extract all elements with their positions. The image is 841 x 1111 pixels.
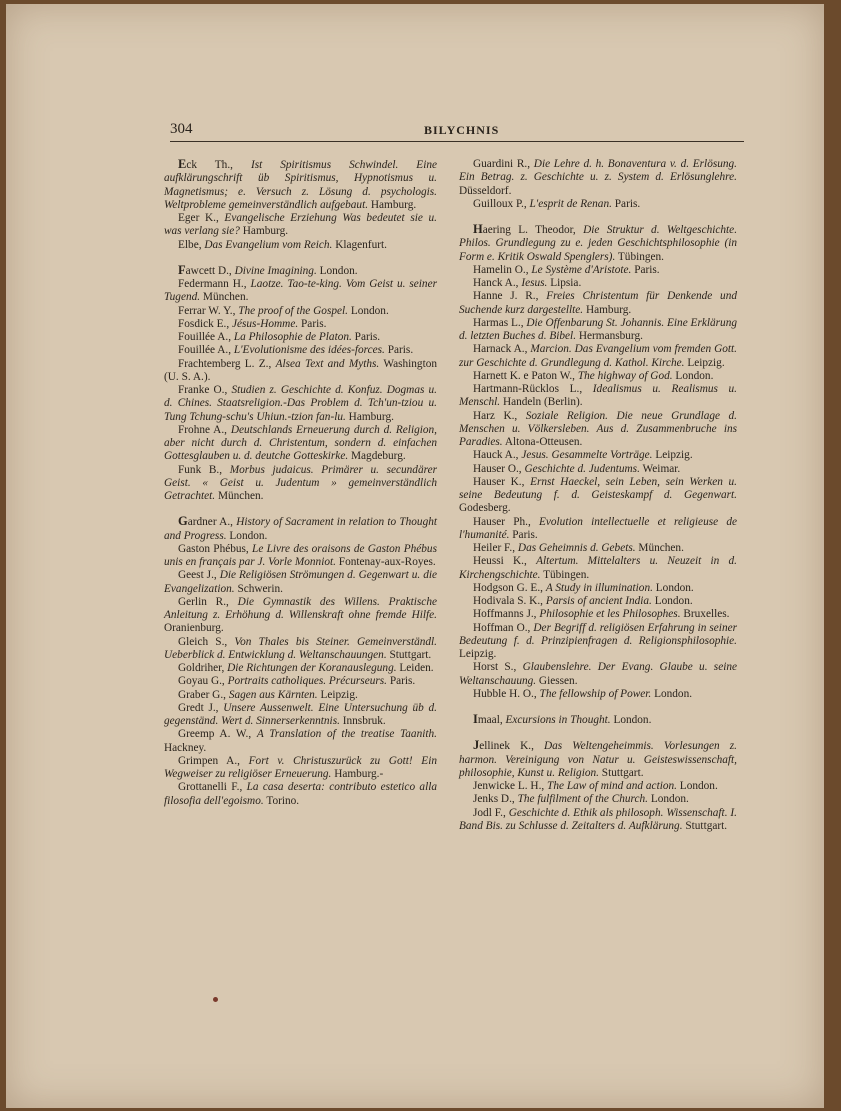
entry-initial: E bbox=[178, 157, 187, 171]
bibliography-entry bbox=[164, 464, 437, 504]
entry-author: Hauser Ph., bbox=[473, 515, 531, 528]
bibliography-entry bbox=[164, 689, 437, 702]
entry-author: ardner A., bbox=[187, 516, 233, 529]
entry-author: Frohne A., bbox=[178, 423, 227, 436]
bibliography-entry bbox=[459, 198, 737, 211]
entry-title: Evangelische Erziehung Was bedeutet sie u. was verlang sie? bbox=[164, 212, 437, 238]
entry-title: Evolution intellectuelle et religieuse de l'humanité. bbox=[459, 515, 737, 541]
entry-title: L'esprit de Renan. bbox=[529, 197, 612, 210]
bibliography-entry bbox=[459, 383, 737, 410]
bibliography-entry bbox=[164, 358, 437, 385]
entry-title: Freies Christentum für Denkende und Suchende kurz dargestellte. bbox=[459, 290, 738, 316]
bibliography-entry bbox=[459, 713, 737, 727]
entry-author: ellinek K., bbox=[479, 740, 534, 753]
entry-initial: J bbox=[473, 738, 480, 753]
entry-place: Lipsia. bbox=[550, 277, 582, 289]
entry-title: Altertum. Mittelalters u. Neuzeit in d. Kirchengschichte. bbox=[459, 555, 737, 581]
entry-place: Stuttgart. bbox=[389, 648, 432, 661]
entry-author: Jenks D., bbox=[473, 793, 515, 806]
bibliography-entry bbox=[164, 781, 437, 808]
entry-place: Torino. bbox=[266, 794, 300, 807]
entry-title: Geschichte d. Judentums. bbox=[524, 462, 640, 475]
bibliography-entry bbox=[459, 542, 737, 555]
entry-title: Die Offenbarung St. Johannis. Eine Erklärung d. letzten Buches d. Bibel. bbox=[459, 316, 737, 342]
entry-title: Das Geheimnis d. Gebets. bbox=[517, 542, 636, 554]
entry-place: Paris. bbox=[387, 344, 414, 357]
bibliography-entry bbox=[459, 343, 737, 370]
entry-author: Hubble H. O., bbox=[473, 687, 537, 700]
bibliography-entry bbox=[459, 661, 737, 688]
entry-place: Klagenfurt. bbox=[335, 238, 387, 251]
entry-place: Hamburg. bbox=[370, 198, 417, 211]
bibliography-entry bbox=[459, 516, 737, 543]
entry-author: Frachtemberg L. Z., bbox=[178, 357, 272, 370]
entry-title: Das Weltengeheimmis. Vorlesungen z. harmon. Vereinigung von Natur u. Geisteswissenschaft, philosophie, Kunst u. Religion. bbox=[459, 740, 737, 779]
entry-place: Hamburg. bbox=[585, 303, 632, 316]
entry-place: Hackney. bbox=[164, 741, 207, 754]
entry-place: Hermansburg. bbox=[578, 330, 643, 342]
entry-title: Iesus. bbox=[521, 277, 548, 289]
bibliography-entry bbox=[164, 331, 437, 344]
entry-title: La casa deserta: contributo estetico alla filosofia dell'egoismo. bbox=[164, 781, 437, 807]
entry-author: Jenwicke L. H., bbox=[473, 780, 545, 792]
entry-title: Unsere Aussenwelt. Eine Untersuchung üb d. gegenständ. Wert d. Sinnerserkenntnis. bbox=[164, 701, 438, 727]
entry-place: Fontenay-aux-Royes. bbox=[338, 556, 436, 568]
entry-author: Harnett K. e Paton W., bbox=[473, 369, 575, 382]
bibliography-entry bbox=[459, 223, 737, 264]
bibliography-entry bbox=[164, 702, 437, 729]
entry-author: Guilloux P., bbox=[473, 197, 527, 210]
entry-author: Gaston Phébus, bbox=[178, 542, 249, 555]
entry-author: awcett D., bbox=[185, 264, 232, 277]
entry-author: Hanck A., bbox=[473, 277, 519, 289]
entry-title: Marcion. Das Evangelium vom fremden Gott. zur Geschichte d. Grundlegung d. Kathol. Kirche. bbox=[459, 343, 737, 369]
entry-author: Hauck A., bbox=[473, 449, 519, 462]
entry-place: London. bbox=[675, 369, 714, 382]
entry-title: Laotze. Tao-te-king. Vom Geist u. seiner Tugend. bbox=[164, 278, 437, 304]
entry-title: Ist Spiritismus Schwindel. Eine aufklärungschrift üb Spiritismus, Hypnotismus u. Magnetismus; e. Versuch z. Lösung d. psychologis. Weltprobleme gemeinverständlich aufgebaut. bbox=[164, 159, 438, 211]
entry-title: The fellowship of Power. bbox=[539, 687, 652, 700]
entry-title: The highway of God. bbox=[577, 369, 673, 382]
entry-place: Tübingen. bbox=[543, 568, 590, 581]
entry-title: Die Gymnastik des Willens. Praktische Anleitung z. Erhöhung d. Willenskraft ohne fremde Hilfe. bbox=[164, 595, 437, 621]
entry-title: Die Lehre d. h. Bonaventura v. d. Erlösung. Ein Betrag. z. Geschichte u. z. System d. Erlösunglehre. bbox=[459, 158, 738, 184]
entry-place: London. bbox=[679, 780, 718, 792]
entry-title: Le Système d'Aristote. bbox=[531, 263, 632, 276]
entry-place: Hamburg. bbox=[242, 225, 289, 238]
entry-place: Leiden. bbox=[399, 662, 434, 674]
bibliography-entry bbox=[459, 780, 737, 793]
entry-place: Düsseldorf. bbox=[459, 184, 512, 197]
entry-author: Hauser O., bbox=[473, 462, 522, 475]
entry-author: Goldriher, bbox=[178, 662, 225, 674]
bibliography-entry bbox=[459, 277, 737, 290]
entry-place: Paris. bbox=[354, 331, 381, 343]
bibliography-entry bbox=[459, 290, 737, 317]
entry-author: Goyau G., bbox=[178, 675, 225, 688]
entry-author: Fouillée A., bbox=[178, 344, 232, 357]
entry-author: Franke O., bbox=[178, 384, 228, 396]
entry-place: Paris. bbox=[301, 317, 327, 330]
bibliography-entry bbox=[164, 424, 437, 464]
entry-title: Geschichte d. Ethik als philosoph. Wissenschaft. I. Band Bis. zu Schlusse d. Zeitalters d. Aufklärung. bbox=[459, 806, 738, 832]
entry-title: Philosophie et les Philosophes. bbox=[539, 608, 681, 621]
bibliography-entry bbox=[459, 582, 737, 595]
entry-place: London. bbox=[650, 793, 689, 806]
bibliography-entry bbox=[459, 264, 737, 277]
bibliography-entry bbox=[164, 596, 437, 636]
entry-place: Giessen. bbox=[538, 674, 578, 687]
bibliography-entry bbox=[459, 158, 737, 198]
entry-place: Leipzig. bbox=[655, 449, 693, 462]
entry-author: Heussi K., bbox=[473, 555, 527, 568]
bibliography-entry bbox=[164, 675, 437, 688]
entry-place: München. bbox=[217, 490, 264, 502]
entry-author: Harmas L., bbox=[473, 316, 524, 329]
bibliography-entry bbox=[164, 636, 437, 663]
entry-place: Oranienburg. bbox=[164, 622, 224, 635]
entry-author: aering L. Theodor, bbox=[482, 224, 576, 236]
entry-author: Hodgson G. E., bbox=[473, 581, 543, 594]
entry-author: Hauser K., bbox=[473, 475, 525, 488]
entry-title: Studien z. Geschichte d. Konfuz. Dogmas u. d. Chines. Staatsreligion.-Das Problem d. Tch'un-tziou u. Tung Tchung-schu's Uhiun.-tzion fan-lu. bbox=[164, 384, 437, 423]
entry-author: Grottanelli F., bbox=[178, 781, 243, 794]
entry-author: Harnack A., bbox=[473, 343, 528, 356]
entry-author: Hamelin O., bbox=[473, 263, 529, 276]
entry-author: Fosdick E., bbox=[178, 317, 230, 330]
entry-title: Das Evangelium vom Reich. bbox=[204, 238, 333, 251]
entry-author: ck Th., bbox=[186, 159, 233, 171]
bibliography-entry bbox=[459, 793, 737, 806]
entry-title: A Study in illumination. bbox=[545, 581, 653, 594]
entry-author: Hodivala S. K., bbox=[473, 595, 543, 607]
entry-title: Fort v. Christuszurück zu Gott! Ein Wegweiser zu religiöser Erneuerung. bbox=[164, 754, 437, 780]
entry-place: Stuttgart. bbox=[601, 766, 644, 779]
bibliography-entry bbox=[459, 463, 737, 476]
ink-spot bbox=[213, 997, 218, 1002]
entry-place: London. bbox=[350, 304, 389, 317]
bibliography-entry bbox=[459, 476, 737, 516]
bibliography-entry bbox=[164, 264, 437, 278]
entry-place: London. bbox=[655, 581, 694, 594]
entry-author: Graber G., bbox=[178, 688, 226, 701]
entry-place: London. bbox=[654, 687, 693, 700]
bibliography-entry bbox=[164, 755, 437, 782]
bibliography-entry bbox=[459, 595, 737, 608]
entry-place: Hamburg. bbox=[348, 410, 394, 423]
entry-place: Leipzig. bbox=[320, 688, 358, 701]
bibliography-entry bbox=[459, 317, 737, 344]
entry-author: maal, bbox=[477, 714, 503, 726]
entry-title: Jesus. Gesammelte Vorträge. bbox=[521, 449, 653, 462]
bibliography-entry bbox=[164, 239, 437, 252]
bibliography-entry bbox=[164, 662, 437, 675]
entry-author: Hoffman O., bbox=[473, 621, 531, 634]
entry-place: London. bbox=[229, 529, 268, 542]
entry-place: Hamburg.- bbox=[334, 768, 384, 780]
entry-title: Portraits catholiques. Précurseurs. bbox=[227, 675, 387, 688]
entry-author: Funk B., bbox=[178, 463, 223, 476]
bibliography-entry bbox=[459, 608, 737, 621]
entry-author: Guardini R., bbox=[473, 158, 531, 170]
bibliography-entry bbox=[164, 212, 437, 239]
entry-title: Morbus judaicus. Primärer u. secundärer Geist. « Geist u. Judentum » gemeinverständlich Getrachtet. bbox=[164, 463, 437, 502]
entry-place: Paris. bbox=[512, 528, 538, 541]
entry-author: Eger K., bbox=[178, 212, 219, 224]
entry-place: Weimar. bbox=[642, 462, 681, 475]
bibliography-entry bbox=[164, 305, 437, 318]
entry-place: München. bbox=[638, 542, 684, 554]
entry-place: Bruxelles. bbox=[683, 608, 730, 621]
entry-place: Paris. bbox=[634, 263, 660, 276]
bibliography-entry bbox=[164, 344, 437, 357]
entry-title: Deutschlands Erneuerung durch d. Religion, aber nicht durch d. Christentum, sondern d. einfachen Gottesglauben u. d. deutche Gotteskirke. bbox=[164, 423, 437, 463]
entry-title: Ernst Haeckel, sein Leben, sein Werken u. seine Bedeutung f. d. Geisteskampf d. Gegenwart. bbox=[459, 475, 738, 501]
entry-title: The Law of mind and action. bbox=[547, 780, 677, 792]
entry-title: History of Sacrament in relation to Thought and Progress. bbox=[164, 516, 438, 542]
entry-title: Soziale Religion. Die neue Grundlage d. Menschen u. Völkersleben. Aus d. Zusammenbruche ins Paradies. bbox=[459, 409, 737, 448]
entry-author: Grimpen A., bbox=[178, 754, 240, 767]
entry-initial: F bbox=[178, 262, 186, 277]
entry-title: Idealismus u. Realismus u. Menschl. bbox=[459, 383, 737, 409]
entry-author: Heiler F., bbox=[473, 542, 516, 554]
bibliography-entry bbox=[164, 543, 437, 570]
entry-place: Washington (U. S. A.). bbox=[164, 357, 438, 383]
entry-place: London. bbox=[319, 264, 358, 277]
entry-title: Die Richtungen der Koranauslegung. bbox=[227, 662, 397, 674]
entry-author: Horst S., bbox=[473, 661, 517, 674]
entry-author: Hanne J. R., bbox=[473, 290, 539, 303]
entry-title: Parsis of ancient India. bbox=[545, 595, 652, 607]
entry-author: Gleich S., bbox=[178, 635, 228, 648]
entry-author: Hoffmanns J., bbox=[473, 608, 537, 621]
bibliography-entry bbox=[459, 370, 737, 383]
bibliography-entry bbox=[164, 515, 437, 543]
entry-author: Gerlin R., bbox=[178, 595, 229, 608]
entry-place: Leipzig. bbox=[459, 648, 497, 660]
running-title: BILYCHNIS bbox=[424, 123, 500, 137]
entry-title: L'Evolutionisme des idées-forces. bbox=[233, 344, 385, 357]
entry-title: Glaubenslehre. Der Evang. Glaube u. seine Weltanschauung. bbox=[459, 661, 738, 687]
entry-initial: H bbox=[473, 222, 483, 236]
entry-title: Alsea Text and Myths. bbox=[275, 357, 380, 370]
entry-place: Tübingen. bbox=[617, 250, 665, 263]
entry-place: London. bbox=[654, 595, 693, 607]
right-column bbox=[459, 158, 737, 833]
entry-place: Godesberg. bbox=[459, 502, 511, 515]
entry-title: Excursions in Thought. bbox=[505, 714, 611, 726]
bibliography-entry bbox=[164, 158, 437, 212]
entry-title: Sagen aus Kärnten. bbox=[228, 688, 318, 701]
entry-title: Die Religiösen Strömungen d. Gegenwart u. die Evangelization. bbox=[164, 569, 438, 595]
entry-title: Divine Imagining. bbox=[234, 264, 317, 277]
entry-title: La Philosophie de Platon. bbox=[233, 331, 352, 343]
bibliography-entry bbox=[459, 807, 737, 834]
bibliography-entry bbox=[164, 728, 437, 755]
bibliography-entry bbox=[164, 569, 437, 596]
bibliography-entry bbox=[459, 449, 737, 462]
entry-place: Altona-Otteusen. bbox=[504, 436, 583, 448]
bibliography-entry bbox=[164, 318, 437, 331]
entry-initial: I bbox=[473, 712, 478, 726]
entry-title: Die Struktur d. Weltgeschichte. Philos. Grundlegung zu e. jeden Geschichtsphilosophie (in Form e. Kritik Oswald Spenglers). bbox=[459, 224, 738, 263]
bibliography-entry bbox=[459, 555, 737, 582]
entry-title: The fulfilment of the Church. bbox=[517, 793, 649, 806]
bibliography-entry bbox=[164, 278, 437, 305]
entry-place: München. bbox=[202, 291, 249, 304]
entry-place: Stuttgart. bbox=[685, 819, 728, 832]
entry-title: Von Thales bis Steiner. Gemeinverständl. Ueberblick d. Entwicklung d. Weltanschauungen. bbox=[164, 635, 437, 661]
entry-initial: G bbox=[178, 514, 188, 529]
entry-place: Paris. bbox=[389, 675, 416, 688]
entry-author: Ferrar W. Y., bbox=[178, 304, 236, 317]
entry-place: London. bbox=[613, 714, 652, 726]
bibliography-entry bbox=[459, 688, 737, 701]
entry-author: Hartmann-Rücklos L., bbox=[473, 383, 583, 395]
page-number: 304 bbox=[170, 121, 193, 137]
bibliography-entry bbox=[459, 739, 737, 780]
entry-author: Gredt J., bbox=[178, 701, 219, 714]
bibliography-entry bbox=[459, 410, 737, 450]
entry-place: Innsbruk. bbox=[342, 715, 386, 727]
bibliography-entry bbox=[459, 622, 737, 662]
bibliography-entry bbox=[164, 384, 437, 424]
entry-place: Schwerin. bbox=[237, 582, 283, 595]
entry-author: Elbe, bbox=[178, 238, 202, 251]
page-header bbox=[170, 121, 744, 142]
entry-place: Paris. bbox=[614, 197, 641, 210]
entry-place: Magdeburg. bbox=[350, 450, 406, 463]
entry-title: Le Livre des oraisons de Gaston Phébus unis en français par J. Vorle Monniot. bbox=[164, 542, 437, 568]
entry-author: Greemp A. W., bbox=[178, 728, 252, 741]
entry-author: Federmann H., bbox=[178, 278, 247, 290]
entry-author: Geest J., bbox=[178, 569, 217, 582]
entry-title: The proof of the Gospel. bbox=[238, 304, 348, 317]
entry-title: Der Begriff d. religiösen Erfahrung in seiner Bedeutung f. d. Prinzipienfragen d. Religionsphilosophie. bbox=[459, 621, 738, 647]
entry-title: A Translation of the treatise Taanith. bbox=[256, 728, 437, 741]
entry-place: Handeln (Berlin). bbox=[502, 396, 583, 409]
entry-title: Jésus-Homme. bbox=[231, 317, 299, 330]
left-column bbox=[164, 158, 437, 808]
entry-author: Fouillée A., bbox=[178, 331, 232, 343]
entry-author: Jodl F., bbox=[473, 806, 506, 819]
entry-author: Harz K., bbox=[473, 409, 518, 422]
entry-place: Leipzig. bbox=[687, 356, 725, 369]
